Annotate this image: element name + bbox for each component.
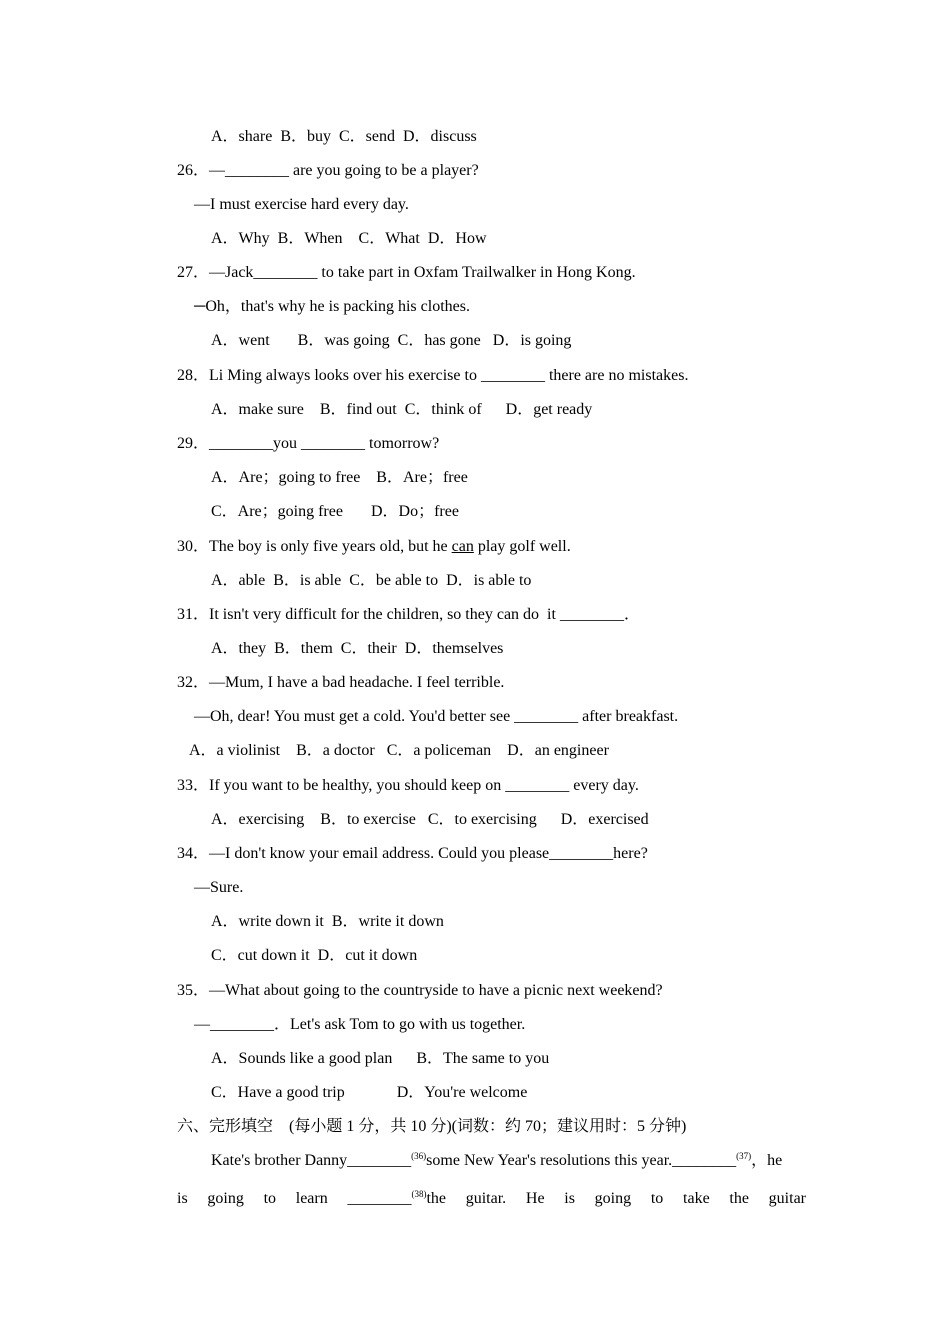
q35-response: —________．Let's ask Tom to go with us together.: [194, 1016, 526, 1033]
blank-number-37: (37): [736, 1151, 752, 1161]
q30-options: A．able B．is able C．be able to D．is able to: [211, 572, 532, 589]
q29-options-cd: C．Are；going free D．Do；free: [211, 503, 459, 520]
cloze-passage-line-2: is going to learn ________$^{(38)}$the guitar. He is going to take the guitar: [177, 1189, 806, 1207]
q35-options-ab: A．Sounds like a good plan B．The same to you: [211, 1050, 550, 1067]
q31-options: A．they B．them C．their D．themselves: [211, 640, 504, 657]
q28-options: A．make sure B．find out C．think of D．get ready: [211, 401, 593, 418]
q28-question: 28．Li Ming always looks over his exercise to ________ there are no mistakes.: [177, 367, 689, 384]
q27-options: A．went B．was going C．has gone D．is going: [211, 332, 572, 349]
q26-options: A．Why B．When C．What D．How: [211, 230, 487, 247]
q26-response: —I must exercise hard every day.: [194, 196, 409, 213]
blank-number-38: (38): [411, 1189, 427, 1199]
q34-response: —Sure.: [194, 879, 244, 896]
cloze-passage-line-1: Kate's brother Danny________$^{(36)}$some New Year's resolutions this year.________$^{(37)}$，he: [211, 1151, 783, 1169]
q34-options-ab: A．write down it B．write it down: [211, 913, 444, 930]
q27-response: ─Oh，that's why he is packing his clothes.: [194, 298, 470, 315]
q33-question: 33．If you want to be healthy, you should keep on ________ every day.: [177, 777, 639, 794]
underlined-word: can: [451, 538, 474, 555]
q34-options-cd: C．cut down it D．cut it down: [211, 947, 418, 964]
blank-number-36: (36): [411, 1151, 427, 1161]
q30-question: 30．The boy is only five years old, but he can play golf well.: [177, 538, 571, 555]
q35-options-cd: C．Have a good trip D．You're welcome: [211, 1084, 528, 1101]
q31-question: 31．It isn't very difficult for the children, so they can do it ________．: [177, 606, 640, 623]
q29-question: 29．________you ________ tomorrow?: [177, 435, 440, 452]
q25-options: A．share B．buy C．send D．discuss: [211, 128, 477, 145]
q32-options: A．a violinist B．a doctor C．a policeman D．an engineer: [189, 742, 609, 759]
q27-question: 27．—Jack________ to take part in Oxfam Trailwalker in Hong Kong.: [177, 264, 636, 281]
section-heading-cloze: 六、完形填空 (每小题 1 分，共 10 分)(词数：约 70；建议用时：5 分钟): [177, 1118, 687, 1135]
q32-response: —Oh, dear! You must get a cold. You'd better see ________ after breakfast.: [194, 708, 679, 725]
q33-options: A．exercising B．to exercise C．to exercising D．exercised: [211, 811, 649, 828]
q34-question: 34．—I don't know your email address. Could you please________here?: [177, 845, 648, 862]
q35-question: 35．—What about going to the countryside to have a picnic next weekend?: [177, 982, 663, 999]
q26-question: 26．—________ are you going to be a player?: [177, 162, 479, 179]
q29-options-ab: A．Are；going to free B．Are；free: [211, 469, 468, 486]
q32-question: 32．—Mum, I have a bad headache. I feel terrible.: [177, 674, 505, 691]
